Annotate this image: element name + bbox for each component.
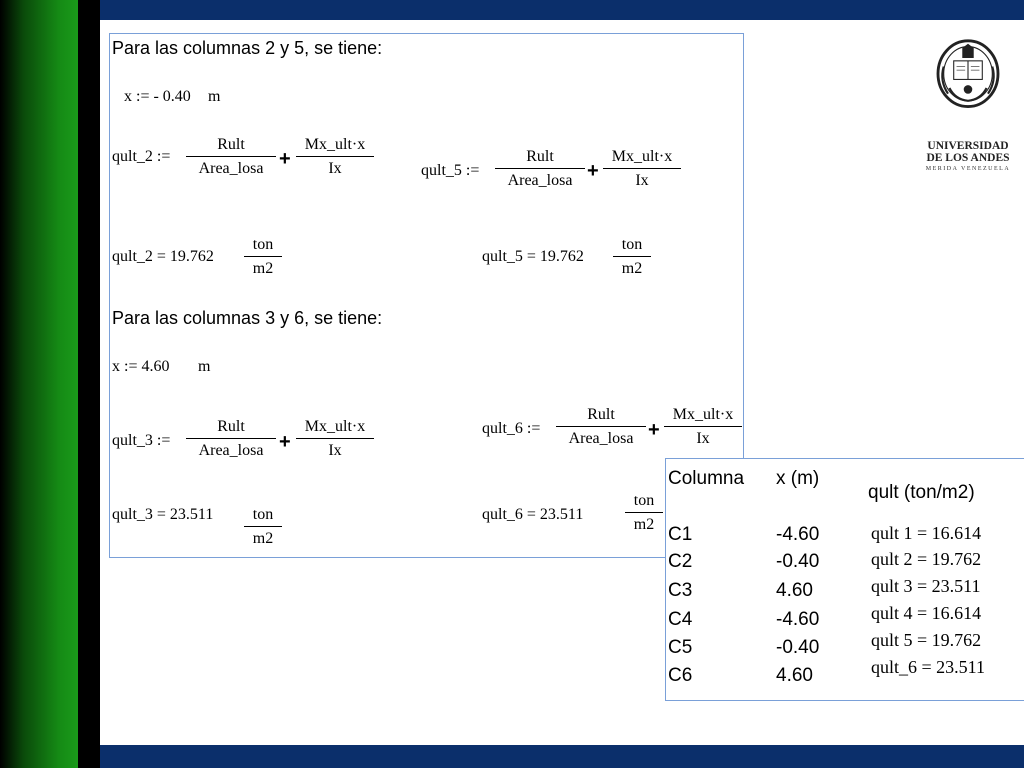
denominator: Ix (328, 160, 342, 177)
table-cell-qult: qult 1 = 16.614 (871, 523, 982, 543)
logo-line-1: UNIVERSIDAD (927, 140, 1009, 152)
table-cell-col: C1 (668, 524, 693, 545)
fraction-moment-inertia (296, 418, 374, 460)
fraction-rult-area (186, 418, 276, 460)
numerator: Rult (556, 406, 646, 427)
side-black-bar (78, 0, 100, 768)
table-cell-x: -0.40 (776, 551, 820, 572)
denominator: Ix (696, 430, 710, 447)
x-definition-1: x := - 0.40 (124, 88, 191, 105)
table-cell-qult: qult 5 = 19.762 (871, 630, 982, 650)
numerator: Mx_ult·x (296, 418, 374, 439)
numerator: Rult (495, 148, 585, 169)
qult-5-lhs: qult_5 := (421, 162, 480, 179)
numerator: ton (244, 506, 282, 527)
table-cell-qult: qult 4 = 16.614 (871, 603, 982, 623)
numerator: Rult (186, 418, 276, 439)
denominator: m2 (633, 516, 655, 533)
denominator: Area_losa (568, 430, 634, 447)
table-header-qult: qult (ton/m2) (868, 482, 975, 503)
fraction-rult-area (186, 136, 276, 178)
side-green-bar (0, 0, 78, 768)
table-cell-col: C2 (668, 551, 693, 572)
qult-6-lhs: qult_6 := (482, 420, 541, 437)
qult-3-result: qult_3 = 23.511 (112, 506, 214, 523)
numerator: Mx_ult·x (664, 406, 742, 427)
calculation-panel (109, 33, 744, 558)
qult-2-lhs: qult_2 := (112, 148, 171, 165)
denominator: m2 (621, 260, 643, 277)
numerator: Mx_ult·x (296, 136, 374, 157)
denominator: m2 (252, 530, 274, 547)
table-cell-qult: qult_6 = 23.511 (871, 657, 985, 677)
unit-ton-m2 (244, 506, 282, 548)
table-cell-col: C5 (668, 637, 693, 658)
unit-ton-m2 (613, 236, 651, 278)
logo-line-2: DE LOS ANDES (926, 152, 1010, 164)
qult-6-result: qult_6 = 23.511 (482, 506, 584, 523)
top-blue-bar (100, 0, 1024, 20)
x-unit-1: m (208, 88, 221, 105)
denominator: Area_losa (198, 160, 264, 177)
numerator: ton (613, 236, 651, 257)
numerator: Mx_ult·x (603, 148, 681, 169)
table-cell-col: C6 (668, 665, 693, 686)
table-cell-x: -0.40 (776, 637, 820, 658)
table-header-x: x (m) (776, 468, 820, 489)
plus-sign: + (279, 148, 291, 170)
fraction-rult-area (495, 148, 585, 190)
table-cell-col: C3 (668, 580, 693, 601)
x-unit-2: m (198, 358, 211, 375)
heading-columns-2-5: Para las columnas 2 y 5, se tiene: (112, 38, 383, 58)
qult-5-result: qult_5 = 19.762 (482, 248, 584, 265)
unit-ton-m2 (625, 492, 663, 534)
logo-line-3: MERIDA VENEZUELA (925, 166, 1011, 172)
numerator: Rult (186, 136, 276, 157)
plus-sign: + (587, 160, 599, 182)
heading-columns-3-6: Para las columnas 3 y 6, se tiene: (112, 308, 383, 328)
table-header-columna: Columna (668, 468, 745, 489)
denominator: Area_losa (198, 442, 264, 459)
fraction-moment-inertia (603, 148, 681, 190)
denominator: Ix (328, 442, 342, 459)
numerator: ton (244, 236, 282, 257)
x-definition-2: x := 4.60 (112, 358, 170, 375)
numerator: ton (625, 492, 663, 513)
table-cell-qult: qult 2 = 19.762 (871, 549, 982, 569)
plus-sign: + (279, 431, 291, 453)
table-cell-x: 4.60 (776, 580, 813, 601)
denominator: m2 (252, 260, 274, 277)
table-cell-x: -4.60 (776, 524, 820, 545)
denominator: Ix (635, 172, 649, 189)
plus-sign: + (648, 419, 660, 441)
table-cell-col: C4 (668, 609, 693, 630)
table-cell-x: -4.60 (776, 609, 820, 630)
university-seal-icon (920, 38, 1016, 138)
qult-2-result: qult_2 = 19.762 (112, 248, 214, 265)
denominator: Area_losa (507, 172, 573, 189)
table-cell-qult: qult 3 = 23.511 (871, 576, 981, 596)
fraction-moment-inertia (296, 136, 374, 178)
table-cell-x: 4.60 (776, 665, 813, 686)
fraction-moment-inertia (664, 406, 742, 448)
bottom-blue-bar (100, 745, 1024, 768)
unit-ton-m2 (244, 236, 282, 278)
fraction-rult-area (556, 406, 646, 448)
qult-3-lhs: qult_3 := (112, 432, 171, 449)
